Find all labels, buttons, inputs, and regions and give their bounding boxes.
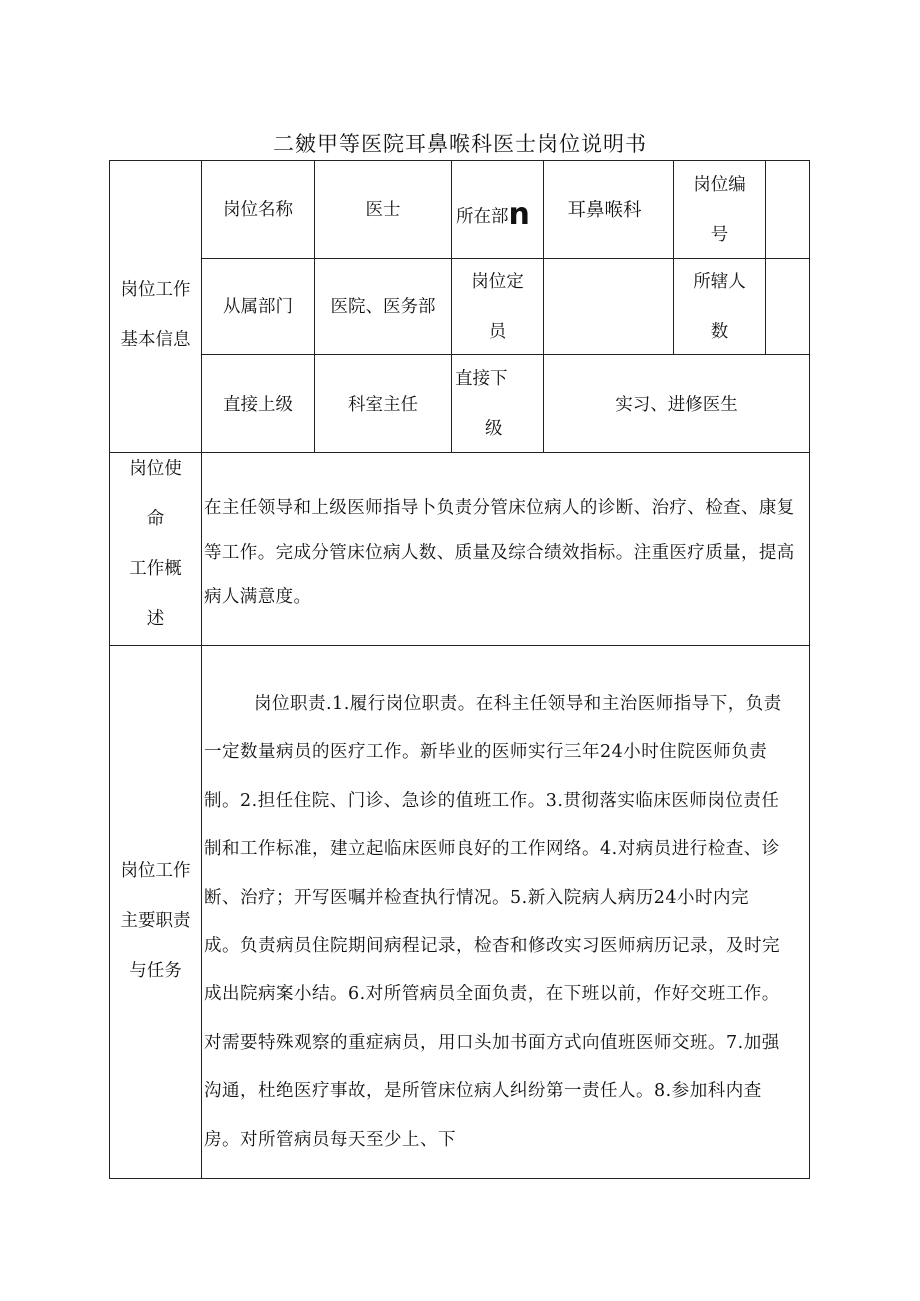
direct-superior-value: 科室主任 bbox=[348, 395, 418, 415]
post-name-value: 医士 bbox=[365, 200, 401, 220]
staffing-label-line2: 员 bbox=[488, 322, 507, 342]
post-code-label-line1: 岗位编 bbox=[693, 175, 746, 195]
duties-label-line1: 岗位工作 bbox=[120, 861, 191, 881]
mission-label-line2: 命 bbox=[146, 509, 165, 529]
direct-subordinate-value: 实习、进修医生 bbox=[615, 395, 738, 415]
affiliated-dept-value: 医院、医务部 bbox=[330, 297, 436, 317]
department-label bbox=[456, 190, 543, 242]
basic-info-label-line2: 基本信息 bbox=[120, 330, 191, 350]
direct-subordinate-label-line2: 级 bbox=[485, 419, 503, 439]
subordinates-count-label-line1: 所辖人 bbox=[693, 272, 746, 292]
direct-superior-label: 直接上级 bbox=[223, 395, 293, 415]
mission-label-line4: 述 bbox=[146, 609, 165, 629]
department-value: 耳鼻喉科 bbox=[567, 200, 642, 221]
direct-subordinate-label-line1: 直接下 bbox=[455, 369, 508, 389]
affiliated-dept-label: 从属部门 bbox=[223, 297, 293, 317]
department-label-glyph: n bbox=[508, 197, 530, 232]
mission-text: 在主任领导和上级医师指导卜负责分管床位病人的诊断、治疗、检查、康复等工作。完成分管床位病人数、质量及综合绩效指标。注重医疗质量，提高病人满意度。 bbox=[204, 498, 795, 607]
basic-info-label-line1: 岗位工作 bbox=[120, 280, 191, 300]
mission-section-label bbox=[110, 444, 201, 644]
duties-section-label bbox=[110, 846, 201, 996]
duties-text: 岗位职责.1.履行岗位职责。在科主任领导和主治医师指导下，负责一定数量病员的医疗工作。新毕业的医师实行三年24小时住院医师负责制。2.担任住院、门诊、急诊的值班工作。3.贯彻落实临床医师岗位责任制和工作标准，建立起临床医师良好的工作网络。4.对病员进行检查、诊断、治疗；开写医嘱并检查执行情况。5.新入院病人病历24小时内完成。负责病员住院期间病程记录，检杳和修改实习医师病历记录，及时完成出院病案小结。6.对所管病员全面负责，在下班以前，作好交班工作。对需要特殊观察的重症病员，用口头加书面方式向值班医师交班。7.加强沟通，杜绝医疗事故，是所管床位病人纠纷第一责任人。8.参加科内查房。对所管病员每天至少上、下 bbox=[204, 694, 782, 1150]
duties-label-line2: 主要职责 bbox=[120, 911, 191, 931]
post-code-label-line2: 号 bbox=[710, 225, 729, 245]
document-title: 二皴甲等医院耳鼻喉科医士岗位说明书 bbox=[273, 132, 647, 156]
subordinates-count-label bbox=[674, 257, 765, 357]
staffing-label bbox=[452, 257, 543, 357]
mission-label-line1: 岗位使 bbox=[129, 459, 182, 479]
department-label-text: 所在部 bbox=[456, 207, 509, 227]
staffing-label-line1: 岗位定 bbox=[471, 272, 524, 292]
basic-info-section-label bbox=[110, 265, 201, 365]
direct-subordinate-label bbox=[455, 354, 543, 454]
duties-label-line3: 与任务 bbox=[129, 961, 182, 981]
post-name-label: 岗位名称 bbox=[223, 200, 293, 220]
subordinates-count-label-line2: 数 bbox=[710, 322, 729, 342]
mission-label-line3: 工作概 bbox=[129, 559, 182, 579]
post-code-label bbox=[674, 160, 765, 260]
